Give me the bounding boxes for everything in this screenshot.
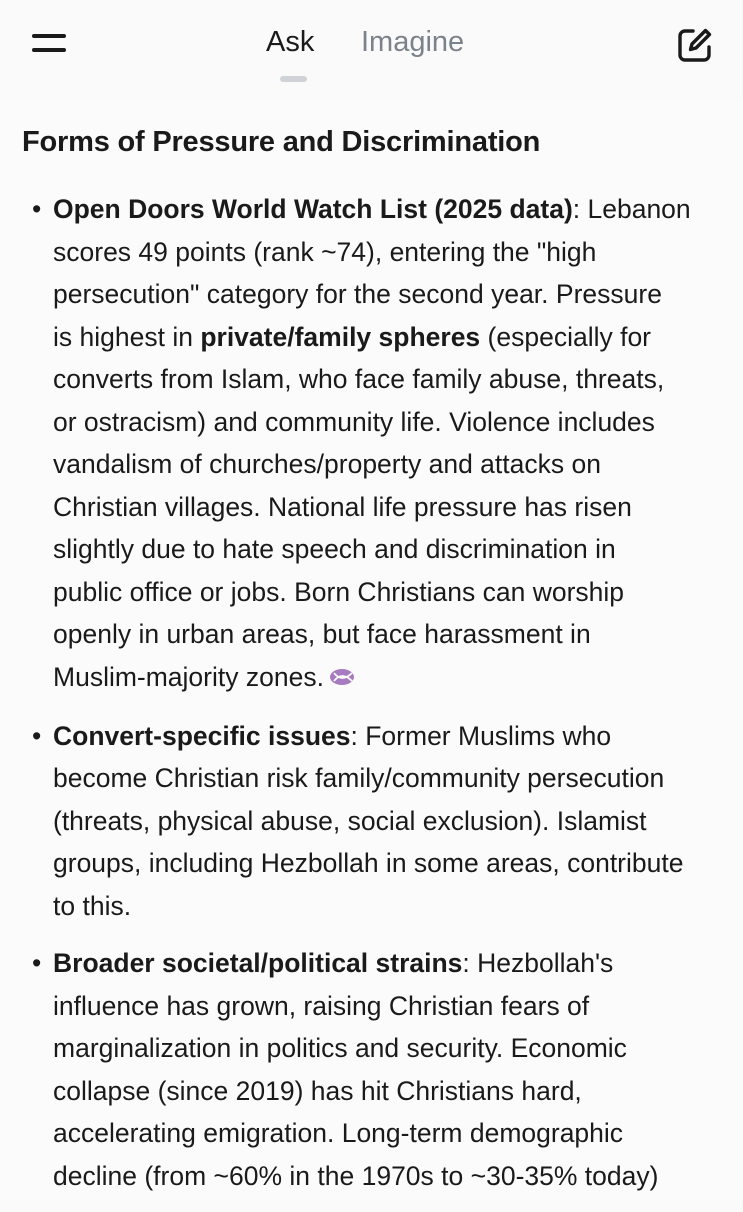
text-run: is highest in (53, 321, 201, 352)
text-run: : Former Muslims who (350, 720, 612, 751)
bullet-line (53, 656, 733, 700)
bullet-line (53, 273, 733, 316)
bullet-line (53, 231, 733, 274)
bullet-line (53, 571, 733, 614)
bold-term: Broader societal/political strains (53, 948, 463, 979)
bullet-line (53, 842, 733, 885)
text-run: slightly due to hate speech and discrimination in (53, 534, 616, 564)
bullet-line (53, 443, 733, 486)
tab-ask[interactable]: Ask (266, 26, 315, 58)
text-run: marginalization in politics and security. Economic (53, 1033, 627, 1064)
bullet-item (0, 188, 743, 700)
bullet-line (53, 188, 733, 231)
bullet-list (0, 188, 743, 1212)
app-header (0, 0, 743, 100)
bold-term: Convert-specific issues (53, 720, 351, 751)
active-tab-indicator (280, 76, 307, 82)
hamburger-menu-icon[interactable] (32, 30, 66, 60)
bullet-line (53, 885, 733, 928)
bullet-dot: • (32, 948, 42, 979)
bullet-line (53, 942, 733, 985)
bullet-line (53, 613, 733, 656)
bullet-line (53, 757, 733, 800)
text-run: vandalism of churches/property and attacks on (53, 449, 601, 479)
text-run: decline (from ~60% in the 1970s to ~30-35% today) (53, 1160, 659, 1191)
text-run: Muslim-majority zones. (53, 661, 324, 692)
bullet-line (53, 1155, 733, 1198)
text-run: or ostracism) and community life. Violence includes (53, 406, 655, 437)
bold-term: Open Doors World Watch List (2025 data) (53, 194, 573, 224)
bullet-line (53, 316, 733, 359)
text-run: : Lebanon (572, 194, 691, 224)
text-run: (especially for (480, 321, 652, 352)
bullet-dot: • (32, 194, 42, 224)
christian-fish-icon (328, 657, 356, 700)
bullet-line (53, 1112, 733, 1155)
bullet-item (0, 942, 743, 1197)
bullet-line (53, 401, 733, 444)
text-run: public office or jobs. Born Christians can worship (53, 576, 625, 607)
bullet-item (0, 715, 743, 928)
text-run: influence has grown, raising Christian fears of (53, 990, 590, 1021)
bullet-line (53, 800, 733, 843)
bullet-line (53, 715, 733, 758)
text-run: accelerating emigration. Long-term demographic (53, 1118, 624, 1149)
text-run: scores 49 points (rank ~74), entering the "high (53, 236, 597, 267)
text-run: persecution" category for the second year. Pressure (53, 279, 662, 309)
bullet-line (53, 1070, 733, 1113)
text-run: : Hezbollah's (462, 948, 614, 979)
edit-icon[interactable] (676, 26, 714, 64)
text-run: openly in urban areas, but face harassment in (53, 619, 591, 649)
text-run: Christian villages. National life pressure has risen (53, 491, 632, 522)
bold-term: private/family spheres (200, 321, 481, 352)
bullet-dot: • (32, 720, 42, 751)
bullet-line (53, 985, 733, 1028)
response-content (0, 100, 743, 1200)
bullet-line (53, 528, 733, 571)
tab-imagine[interactable]: Imagine (361, 26, 465, 58)
text-run: become Christian risk family/community persecution (53, 763, 665, 794)
bullet-line (53, 486, 733, 529)
text-run: groups, including Hezbollah in some areas, contribute (53, 848, 684, 879)
text-run: (threats, physical abuse, social exclusion). Islamist (53, 805, 647, 836)
text-run: collapse (since 2019) has hit Christians hard, (53, 1075, 582, 1106)
text-run: to this. (53, 890, 132, 921)
text-run: converts from Islam, who face family abuse, threats, (53, 364, 665, 394)
bullet-line (53, 358, 733, 401)
bullet-line (53, 1027, 733, 1070)
section-title: Forms of Pressure and Discrimination (22, 126, 541, 158)
